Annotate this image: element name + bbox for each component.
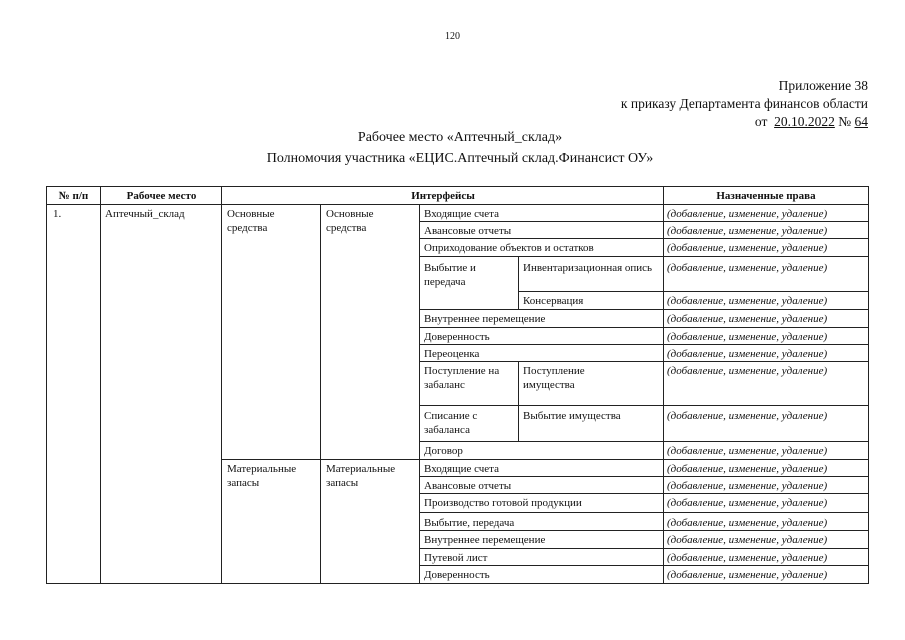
interface-item: Выбытие и передача (424, 262, 476, 288)
number-sign: № (838, 114, 852, 129)
rights-cell: (добавление, изменение, удаление) (667, 225, 828, 237)
header-workplace: Рабочее место (126, 190, 197, 202)
group-level1: Основные средства (227, 208, 275, 234)
interface-item: Входящие счета (424, 463, 500, 475)
order-reference: к приказу Департамента финансов области (620, 96, 868, 111)
interface-subitem: Консервация (523, 295, 584, 307)
interface-item: Договор (424, 445, 463, 457)
rights-cell: (добавление, изменение, удаление) (667, 262, 828, 274)
row-number: 1. (53, 208, 62, 220)
page-number: 120 (445, 31, 460, 42)
interface-item: Авансовые отчеты (424, 225, 512, 237)
group-level2: Материальные запасы (326, 463, 396, 489)
workplace-name: Аптечный_склад (105, 208, 185, 220)
interface-subitem: Инвентаризационная опись (523, 262, 653, 274)
rights-cell: (добавление, изменение, удаление) (667, 331, 828, 343)
rights-cell: (добавление, изменение, удаление) (667, 208, 828, 220)
rights-cell: (добавление, изменение, удаление) (667, 365, 828, 377)
group-level1: Материальные запасы (227, 463, 297, 489)
interface-item: Авансовые отчеты (424, 480, 512, 492)
rights-cell: (добавление, изменение, удаление) (667, 463, 828, 475)
interface-item: Списание с забаланса (424, 410, 478, 436)
group-level2: Основные средства (326, 208, 374, 234)
interface-item: Переоценка (424, 348, 480, 360)
interface-item: Производство готовой продукции (424, 497, 582, 509)
rights-cell: (добавление, изменение, удаление) (667, 480, 828, 492)
interface-subitem: Поступление имущества (523, 365, 585, 391)
rights-cell: (добавление, изменение, удаление) (667, 517, 828, 529)
rights-cell: (добавление, изменение, удаление) (667, 313, 828, 325)
rights-cell: (добавление, изменение, удаление) (667, 242, 828, 254)
rights-cell: (добавление, изменение, удаление) (667, 445, 828, 457)
interface-item: Внутреннее перемещение (424, 534, 546, 546)
date-prefix: от (754, 114, 768, 129)
interface-item: Поступление на забаланс (424, 365, 500, 391)
rights-cell: (добавление, изменение, удаление) (667, 552, 828, 564)
interface-item: Оприходование объектов и остатков (424, 242, 594, 254)
interface-item: Доверенность (424, 331, 490, 343)
rights-cell: (добавление, изменение, удаление) (667, 295, 828, 307)
rights-cell: (добавление, изменение, удаление) (667, 410, 828, 422)
interface-item: Путевой лист (424, 552, 488, 564)
workplace-title: Рабочее место «Аптечный_склад» (357, 130, 563, 145)
participant-title: Полномочия участника «ЕЦИС.Аптечный склад.Финансист ОУ» (266, 151, 654, 166)
rights-cell: (добавление, изменение, удаление) (667, 534, 828, 546)
interface-item: Доверенность (424, 569, 490, 581)
rights-cell: (добавление, изменение, удаление) (667, 497, 828, 509)
rights-cell: (добавление, изменение, удаление) (667, 348, 828, 360)
interface-item: Входящие счета (424, 208, 500, 220)
order-date: 20.10.2022 (774, 114, 835, 129)
interface-subitem: Выбытие имущества (523, 410, 621, 422)
appendix-label: Приложение 38 (778, 78, 868, 93)
header-rights: Назначенные права (716, 190, 816, 202)
order-number: 64 (854, 114, 868, 129)
rights-cell: (добавление, изменение, удаление) (667, 569, 828, 581)
interface-item: Внутреннее перемещение (424, 313, 546, 325)
header-interfaces: Интерфейсы (411, 190, 475, 202)
header-num: № п/п (58, 190, 89, 202)
interface-item: Выбытие, передача (424, 517, 515, 529)
